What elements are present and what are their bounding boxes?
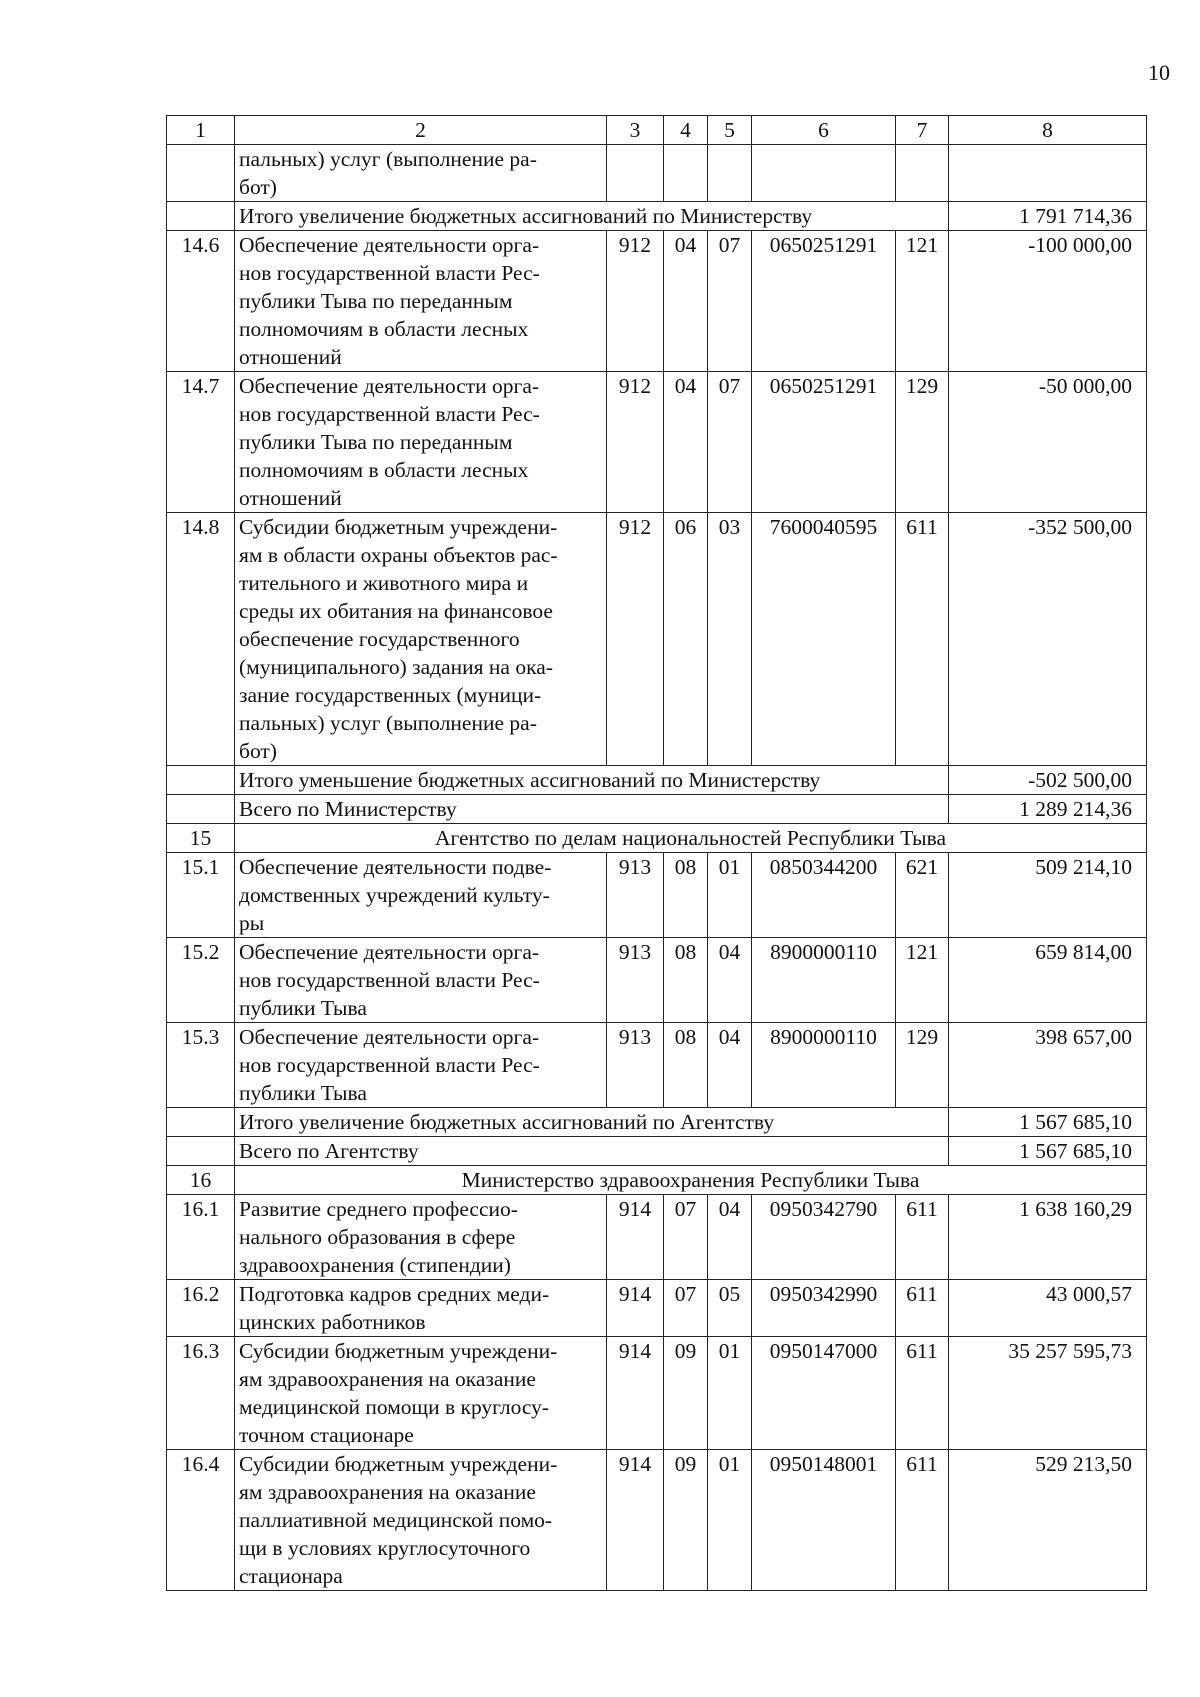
row-number-cell: 15.1 (167, 853, 235, 938)
table-row (167, 938, 1147, 1023)
row-number-cell: 14.7 (167, 372, 235, 513)
ministry-code-cell: 913 (607, 1023, 664, 1108)
section-code-cell: 07 (664, 1195, 708, 1280)
expense-type-cell: 611 (896, 1450, 949, 1591)
table-row (167, 513, 1147, 766)
empty-cell (167, 202, 235, 231)
summary-label: Всего по Министерству (235, 795, 949, 824)
target-article-cell: 8900000110 (752, 938, 896, 1023)
empty-cell (167, 1137, 235, 1166)
expense-name-cell: Обеспечение деятельности подве- домственных учреждений культу- ры (235, 853, 607, 938)
expense-name-cell: Подготовка кадров средних меди- цинских работников (235, 1280, 607, 1337)
row-number-cell: 14.8 (167, 513, 235, 766)
expense-name-cell: Обеспечение деятельности орга- нов государственной власти Рес- публики Тыва (235, 938, 607, 1023)
ministry-code-cell: 914 (607, 1195, 664, 1280)
section-title: Министерство здравоохранения Республики Тыва (235, 1166, 1147, 1195)
section-code-cell: 08 (664, 853, 708, 938)
section-code-cell: 04 (664, 231, 708, 372)
amount-cell: 43 000,57 (949, 1280, 1147, 1337)
empty-cell (167, 766, 235, 795)
ministry-code-cell: 912 (607, 372, 664, 513)
section-number-cell: 15 (167, 824, 235, 853)
expense-type-cell: 129 (896, 1023, 949, 1108)
subsection-code-cell: 04 (708, 1023, 752, 1108)
expense-name-cell: Субсидии бюджетным учреждени- ям здравоохранения на оказание паллиативной медицинской помо- щи в условиях круглосуточного стационара (235, 1450, 607, 1591)
amount-cell: -50 000,00 (949, 372, 1147, 513)
target-article-cell: 8900000110 (752, 1023, 896, 1108)
summary-amount: 1 567 685,10 (949, 1137, 1147, 1166)
row-number-cell: 16.3 (167, 1337, 235, 1450)
row-number-cell: 16.1 (167, 1195, 235, 1280)
subsection-code-cell: 01 (708, 1337, 752, 1450)
section-code-cell: 06 (664, 513, 708, 766)
table-row (167, 1023, 1147, 1108)
expense-name-cell: Субсидии бюджетным учреждени- ям в области охраны объектов рас- тительного и животного мира и среды их обитания на финансовое обеспечение государственного (муниципального) задания на ока- зание государственных (муници- пальных) услуг (выполнение ра- бот) (235, 513, 607, 766)
amount-cell: 529 213,50 (949, 1450, 1147, 1591)
summary-amount: 1 791 714,36 (949, 202, 1147, 231)
expense-name-cell: Субсидии бюджетным учреждени- ям здравоохранения на оказание медицинской помощи в круглосу- точном стационаре (235, 1337, 607, 1450)
section-code-cell: 08 (664, 1023, 708, 1108)
summary-row (167, 1137, 1147, 1166)
amount-cell: -352 500,00 (949, 513, 1147, 766)
row-number-cell: 14.6 (167, 231, 235, 372)
target-article-cell: 0650251291 (752, 231, 896, 372)
section-code-cell: 09 (664, 1337, 708, 1450)
summary-amount: -502 500,00 (949, 766, 1147, 795)
table-row (167, 853, 1147, 938)
table-body (167, 116, 1147, 1591)
ministry-code-cell: 914 (607, 1337, 664, 1450)
expense-type-cell (896, 145, 949, 202)
table-row (167, 231, 1147, 372)
expense-type-cell: 611 (896, 1280, 949, 1337)
section-header-row (167, 824, 1147, 853)
expense-type-cell: 611 (896, 513, 949, 766)
summary-row (167, 795, 1147, 824)
amount-cell: 35 257 595,73 (949, 1337, 1147, 1450)
ministry-code-cell: 913 (607, 938, 664, 1023)
header-cell: 2 (235, 116, 607, 145)
header-cell: 3 (607, 116, 664, 145)
column-number-header-row (167, 116, 1147, 145)
header-cell: 4 (664, 116, 708, 145)
section-code-cell: 04 (664, 372, 708, 513)
amount-cell (949, 145, 1147, 202)
section-header-row (167, 1166, 1147, 1195)
summary-label: Итого увеличение бюджетных ассигнований по Министерству (235, 202, 949, 231)
subsection-code-cell: 07 (708, 372, 752, 513)
expense-type-cell: 121 (896, 938, 949, 1023)
header-cell: 8 (949, 116, 1147, 145)
section-number-cell: 16 (167, 1166, 235, 1195)
expense-type-cell: 611 (896, 1337, 949, 1450)
expense-type-cell: 621 (896, 853, 949, 938)
ministry-code-cell (607, 145, 664, 202)
summary-label: Итого уменьшение бюджетных ассигнований по Министерству (235, 766, 949, 795)
empty-cell (167, 1108, 235, 1137)
summary-row (167, 766, 1147, 795)
header-cell: 1 (167, 116, 235, 145)
expense-name-cell: Обеспечение деятельности орга- нов государственной власти Рес- публики Тыва по переданным полномочиям в области лесных отношений (235, 231, 607, 372)
expense-name-cell: Обеспечение деятельности орга- нов государственной власти Рес- публики Тыва (235, 1023, 607, 1108)
target-article-cell: 0850344200 (752, 853, 896, 938)
table-row (167, 145, 1147, 202)
header-cell: 6 (752, 116, 896, 145)
ministry-code-cell: 913 (607, 853, 664, 938)
summary-row (167, 202, 1147, 231)
summary-amount: 1 289 214,36 (949, 795, 1147, 824)
subsection-code-cell: 01 (708, 853, 752, 938)
target-article-cell: 0950342990 (752, 1280, 896, 1337)
header-cell: 5 (708, 116, 752, 145)
amount-cell: 398 657,00 (949, 1023, 1147, 1108)
amount-cell: 1 638 160,29 (949, 1195, 1147, 1280)
budget-allocation-table (166, 115, 1147, 1591)
summary-row (167, 1108, 1147, 1137)
row-number-cell (167, 145, 235, 202)
target-article-cell: 0950148001 (752, 1450, 896, 1591)
target-article-cell: 0950342790 (752, 1195, 896, 1280)
table-row (167, 1195, 1147, 1280)
header-cell: 7 (896, 116, 949, 145)
section-code-cell: 09 (664, 1450, 708, 1591)
ministry-code-cell: 912 (607, 231, 664, 372)
table-row (167, 1450, 1147, 1591)
amount-cell: 659 814,00 (949, 938, 1147, 1023)
target-article-cell: 0650251291 (752, 372, 896, 513)
row-number-cell: 15.3 (167, 1023, 235, 1108)
table-row (167, 1337, 1147, 1450)
subsection-code-cell: 03 (708, 513, 752, 766)
subsection-code-cell: 04 (708, 938, 752, 1023)
section-code-cell (664, 145, 708, 202)
expense-type-cell: 121 (896, 231, 949, 372)
subsection-code-cell: 07 (708, 231, 752, 372)
target-article-cell: 7600040595 (752, 513, 896, 766)
target-article-cell: 0950147000 (752, 1337, 896, 1450)
table-row (167, 1280, 1147, 1337)
expense-type-cell: 129 (896, 372, 949, 513)
section-title: Агентство по делам национальностей Республики Тыва (235, 824, 1147, 853)
row-number-cell: 15.2 (167, 938, 235, 1023)
empty-cell (167, 795, 235, 824)
subsection-code-cell: 04 (708, 1195, 752, 1280)
expense-name-cell: Обеспечение деятельности орга- нов государственной власти Рес- публики Тыва по переданным полномочиям в области лесных отношений (235, 372, 607, 513)
row-number-cell: 16.4 (167, 1450, 235, 1591)
subsection-code-cell: 01 (708, 1450, 752, 1591)
expense-name-cell: пальных) услуг (выполнение ра- бот) (235, 145, 607, 202)
summary-amount: 1 567 685,10 (949, 1108, 1147, 1137)
expense-name-cell: Развитие среднего профессио- нального образования в сфере здравоохранения (стипендии) (235, 1195, 607, 1280)
expense-type-cell: 611 (896, 1195, 949, 1280)
ministry-code-cell: 914 (607, 1450, 664, 1591)
ministry-code-cell: 914 (607, 1280, 664, 1337)
subsection-code-cell: 05 (708, 1280, 752, 1337)
summary-label: Итого увеличение бюджетных ассигнований по Агентству (235, 1108, 949, 1137)
amount-cell: -100 000,00 (949, 231, 1147, 372)
table-row (167, 372, 1147, 513)
section-code-cell: 07 (664, 1280, 708, 1337)
amount-cell: 509 214,10 (949, 853, 1147, 938)
row-number-cell: 16.2 (167, 1280, 235, 1337)
ministry-code-cell: 912 (607, 513, 664, 766)
section-code-cell: 08 (664, 938, 708, 1023)
summary-label: Всего по Агентству (235, 1137, 949, 1166)
subsection-code-cell (708, 145, 752, 202)
target-article-cell (752, 145, 896, 202)
page-number: 10 (1148, 60, 1170, 85)
